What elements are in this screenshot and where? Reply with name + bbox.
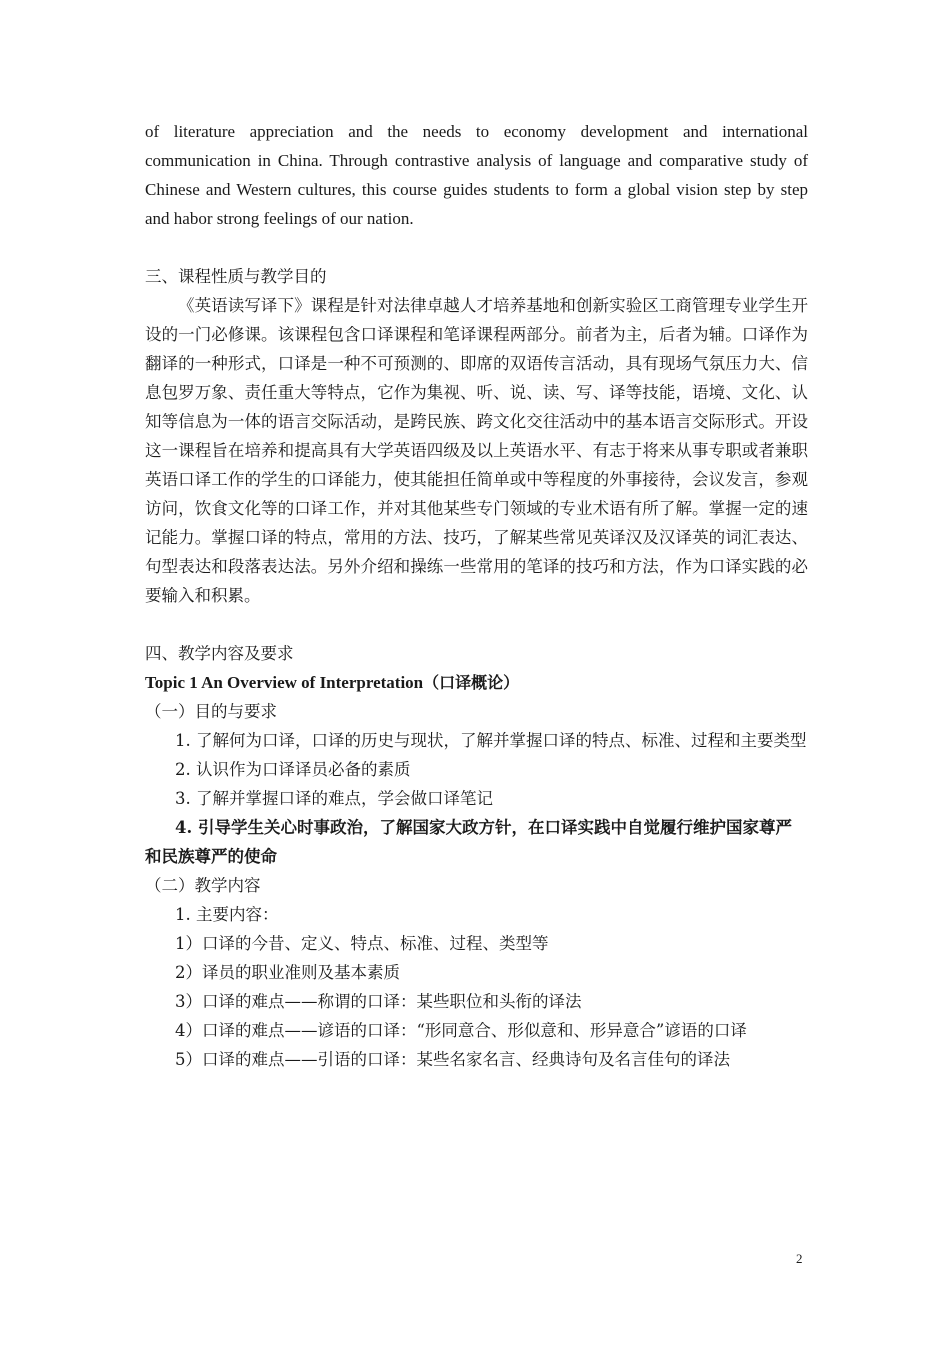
goals-heading: （一）目的与要求 bbox=[145, 702, 277, 721]
goal-item-4: 4. 引导学生关心时事政治，了解国家大政方针，在口译实践中自觉履行维护国家尊严和民族尊严的使命 bbox=[145, 818, 792, 866]
goal-item-3: 3. 了解并掌握口译的难点，学会做口译笔记 bbox=[175, 789, 493, 808]
content-item-1: 1）口译的今昔、定义、特点、标准、过程、类型等 bbox=[175, 934, 549, 953]
intro-paragraph: of literature appreciation and the needs to economy development and international communication in China. Through contrastive analysis of language and comparative study of Chinese and Western cultures, this course guides students to form a global vision step by step and habor strong feelings of our nation. bbox=[145, 122, 808, 228]
content-item-3: 3）口译的难点——称谓的口译：某些职位和头衔的译法 bbox=[175, 992, 582, 1011]
content-intro: 1. 主要内容： bbox=[175, 905, 279, 924]
topic-title bbox=[145, 668, 808, 697]
goal-item-1: 1. 了解何为口译，口译的历史与现状，了解并掌握口译的特点、标准、过程和主要类型 bbox=[175, 731, 807, 750]
topic-title-en: Topic 1 An Overview of Interpretation bbox=[145, 673, 424, 692]
section-4-heading: 四、教学内容及要求 bbox=[145, 644, 294, 663]
section-3-heading: 三、课程性质与教学目的 bbox=[145, 267, 327, 286]
topic-title-zh: （口译概论） bbox=[423, 673, 520, 692]
section-3-paragraph: 《英语读写译下》课程是针对法律卓越人才培养基地和创新实验区工商管理专业学生开设的一门必修课。该课程包含口译课程和笔译课程两部分。前者为主，后者为辅。口译作为翻译的一种形式，口译是一种不可预测的、即席的双语传言活动，具有现场气氛压力大、信息包罗万象、责任重大等特点，它作为集视、听、说、读、写、译等技能，语境、文化、认知等信息为一体的语言交际活动，是跨民族、跨文化交往活动中的基本语言交际形式。开设这一课程旨在培养和提高具有大学英语四级及以上英语水平、有志于将来从事专职或者兼职英语口译工作的学生的口译能力，使其能担任简单或中等程度的外事接待，会议发言，参观访问，饮食文化等的口译工作，并对其他某些专门领域的专业术语有所了解。掌握一定的速记能力。掌握口译的特点，常用的方法、技巧，了解某些常见英译汉及汉译英的词汇表达、句型表达和段落表达法。另外介绍和操练一些常用的笔译的技巧和方法，作为口译实践的必要输入和积累。 bbox=[145, 296, 808, 605]
content-item-2: 2）译员的职业准则及基本素质 bbox=[175, 963, 400, 982]
document-page bbox=[145, 117, 808, 1074]
content-item-4: 4）口译的难点——谚语的口译：“形同意合、形似意和、形异意合”谚语的口译 bbox=[175, 1021, 747, 1040]
content-item-5: 5）口译的难点——引语的口译：某些名家名言、经典诗句及名言佳句的译法 bbox=[175, 1050, 730, 1069]
goal-item-2: 2. 认识作为口译译员必备的素质 bbox=[175, 760, 411, 779]
page-number: 2 bbox=[796, 1251, 803, 1266]
content-heading: （二）教学内容 bbox=[145, 876, 261, 895]
